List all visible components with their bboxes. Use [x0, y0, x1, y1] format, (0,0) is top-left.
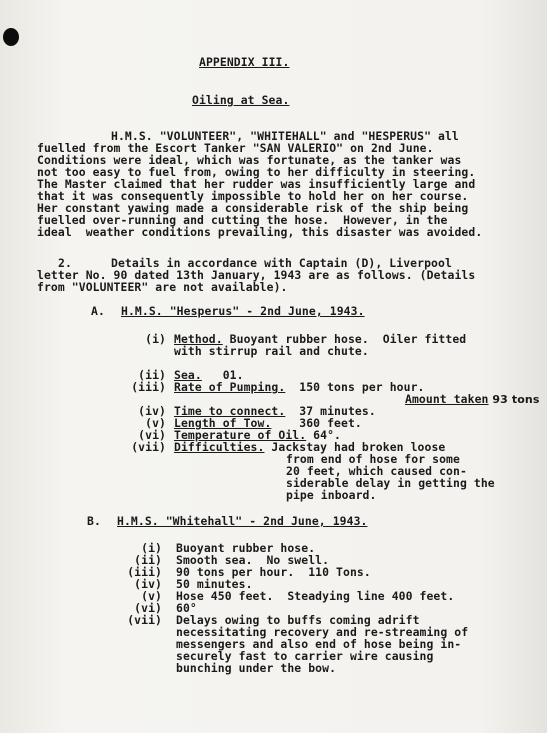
item-number: (vii) — [131, 440, 166, 454]
section-b-letter: B. — [87, 514, 101, 528]
item-text: Buoyant rubber hose. — [176, 541, 316, 555]
item-number: (i) — [145, 332, 166, 346]
para2-line: letter No. 90 dated 13th January, 1943 are as follows. (Details — [37, 268, 476, 282]
item-label: Length of Tow. — [174, 416, 272, 430]
item-continuation: from end of hose for some — [286, 452, 460, 466]
section-b-title: H.M.S. "Whitehall" - 2nd June, 1943. — [117, 514, 368, 528]
section-subtitle: Oiling at Sea. — [192, 93, 290, 107]
item-continuation: with stirrup rail and chute. — [174, 344, 369, 358]
item-line — [174, 381, 424, 393]
item-text: 37 minutes. — [285, 404, 376, 418]
item-continuation: bunching under the bow. — [176, 661, 337, 675]
para1-line: The Master claimed that her rudder was insufficiently large and — [37, 177, 476, 191]
para1-line: ideal weather conditions prevailing, this disaster was avoided. — [37, 225, 483, 239]
item-text: 90 tons per hour. 110 Tons. — [176, 565, 371, 579]
item-number: (v) — [145, 416, 166, 430]
item-label: Time to connect. — [174, 404, 286, 418]
item-number: (v) — [141, 589, 162, 603]
para2-line: Details in accordance with Captain (D), Liverpool — [111, 256, 452, 270]
amount-taken-label: Amount taken — [405, 392, 489, 406]
item-text: Smooth sea. No swell. — [176, 553, 330, 567]
item-text: Hose 450 feet. Steadying line 400 feet. — [176, 589, 455, 603]
item-number: (iv) — [138, 404, 166, 418]
item-label: Temperature of Oil. — [174, 428, 307, 442]
item-number: (vii) — [127, 613, 162, 627]
item-number: (vi) — [134, 601, 162, 615]
item-label: Rate of Pumping. — [174, 380, 286, 394]
para1-line: Conditions were ideal, which was fortunate, as the tanker was — [37, 153, 462, 167]
item-continuation: necessitating recovery and re-streaming of — [176, 625, 469, 639]
item-number: (iii) — [127, 565, 162, 579]
para1-line: fuelled from the Escort Tanker "SAN VALERIO" on 2nd June. — [37, 141, 434, 155]
item-label: Method. — [174, 332, 223, 346]
section-a-letter: A. — [91, 304, 105, 318]
punch-hole — [3, 28, 19, 46]
item-number: (iii) — [131, 380, 166, 394]
item-number: (ii) — [138, 368, 166, 382]
item-text: 360 feet. — [271, 416, 362, 430]
para1-line: fuelled over-running and cutting the hose. However, in the — [37, 213, 448, 227]
item-text: Jackstay had broken loose — [264, 440, 446, 454]
item-continuation: 20 feet, which caused con- — [286, 464, 467, 478]
item-text: 01. — [201, 368, 244, 382]
para1-line: that it was consequently impossible to hold her on her course. — [37, 189, 469, 203]
appendix-heading: APPENDIX III. — [199, 55, 290, 69]
item-text: 64°. — [306, 428, 341, 442]
item-text: 150 tons per hour. — [285, 380, 425, 394]
item-number: (iv) — [134, 577, 162, 591]
para1-line: H.M.S. "VOLUNTEER", "WHITEHALL" and "HESPERUS" all — [111, 129, 459, 143]
item-continuation: securely fast to carrier wire causing — [176, 649, 434, 663]
para1-line: Her constant yawing made a considerable risk of the ship being — [37, 201, 469, 215]
item-number: (vi) — [138, 428, 166, 442]
amount-taken-value: 93 tons — [488, 393, 540, 406]
item-number: (ii) — [134, 553, 162, 567]
item-continuation: siderable delay in getting the — [286, 476, 495, 490]
item-label: Sea. — [174, 368, 202, 382]
para2-line: from "VOLUNTEER" are not available). — [37, 280, 288, 294]
item-continuation: messengers and also end of hose being in- — [176, 637, 462, 651]
item-text: Buoyant rubber hose. Oiler fitted — [222, 332, 467, 346]
item-text: 50 minutes. — [176, 577, 253, 591]
para2-number: 2. — [58, 256, 72, 270]
item-label: Difficulties. — [174, 440, 265, 454]
item-continuation: pipe inboard. — [286, 488, 377, 502]
item-text: Delays owing to buffs coming adrift — [176, 613, 420, 627]
amount-taken — [405, 393, 539, 406]
section-a-title: H.M.S. "Hesperus" - 2nd June, 1943. — [121, 304, 365, 318]
item-number: (i) — [141, 541, 162, 555]
para1-line: not too easy to fuel from, owing to her difficulty in steering. — [37, 165, 476, 179]
item-text: 60° — [176, 601, 197, 615]
